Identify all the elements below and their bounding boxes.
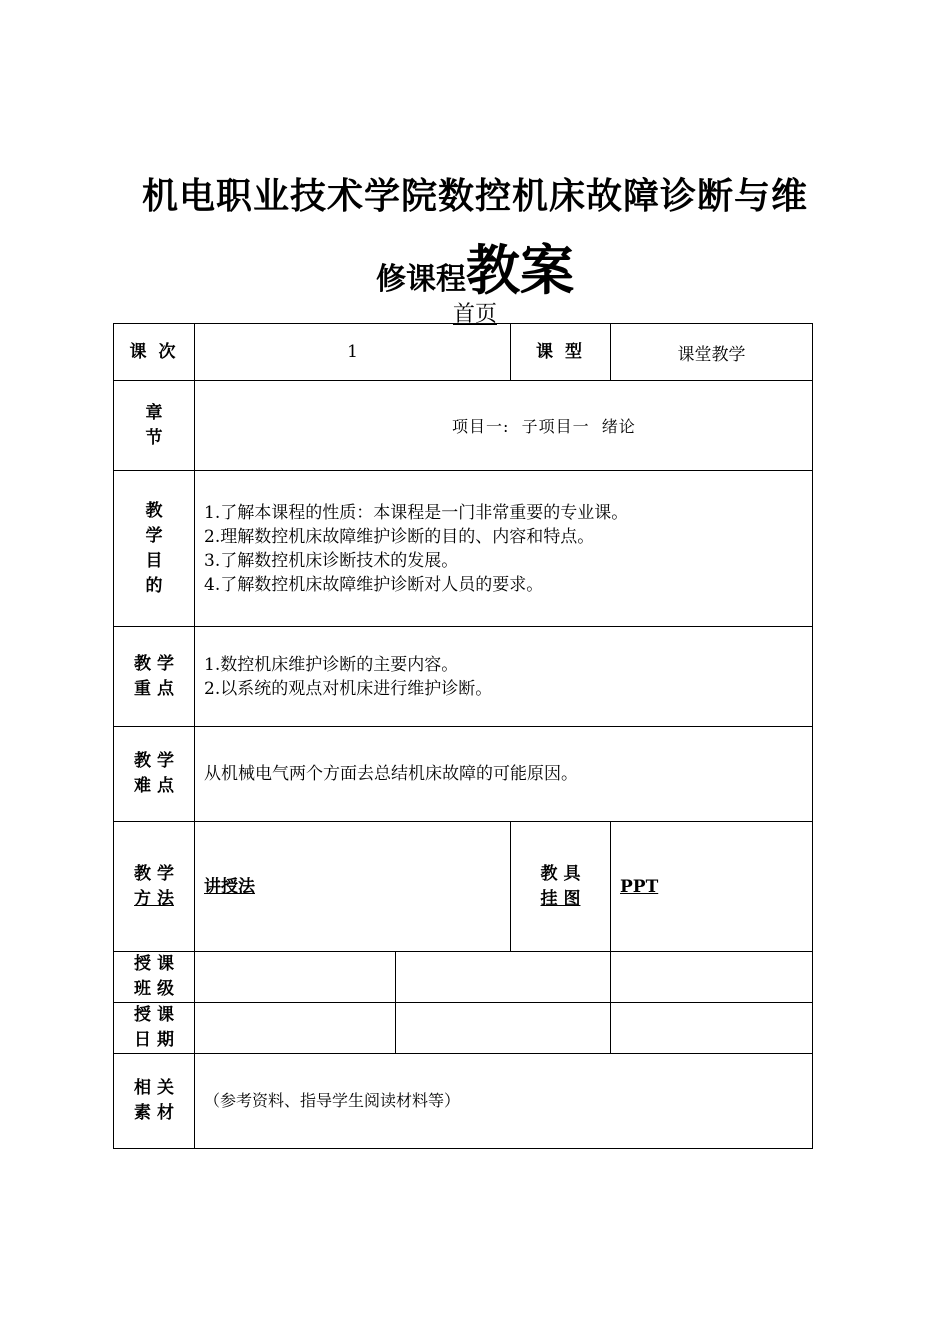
lesson-number-row (114, 324, 813, 381)
class-label: 授 课 班 级 (114, 952, 195, 1003)
objective-item: 2.理解数控机床故障维护诊断的目的、内容和特点。 (204, 526, 595, 547)
objectives-content (195, 471, 813, 627)
difficulties-content: 从机械电气两个方面去总结机床故障的可能原因。 (195, 727, 813, 822)
difficulties-label: 教 学 难 点 (114, 727, 195, 822)
lesson-plan-table (113, 323, 813, 1149)
date-cell (611, 1003, 813, 1054)
document-title-prefix: 修课程 (376, 262, 466, 297)
materials-content: （参考资料、指导学生阅读材料等） (195, 1054, 813, 1149)
lesson-type-value: 课堂教学 (611, 324, 813, 381)
materials-label: 相 关 素 材 (114, 1054, 195, 1149)
date-cell (396, 1003, 611, 1054)
date-label: 授 课 日 期 (114, 1003, 195, 1054)
class-cell (195, 952, 396, 1003)
objectives-row (114, 471, 813, 627)
key-points-row (114, 627, 813, 727)
tools-value: PPT (611, 822, 813, 952)
chapter-row (114, 381, 813, 471)
chapter-label: 章 节 (114, 381, 195, 471)
method-value: 讲授法 (195, 822, 511, 952)
method-label: 教 学 方 法 (114, 822, 195, 952)
page-subtitle: 首页 (452, 302, 497, 327)
document-title-main: 教案 (466, 238, 574, 302)
key-points-label: 教 学 重 点 (114, 627, 195, 727)
difficulties-row (114, 727, 813, 822)
lesson-number-value: 1 (195, 324, 511, 381)
key-point-item: 1.数控机床维护诊断的主要内容。 (204, 654, 459, 675)
lesson-number-label: 课 次 (114, 324, 195, 381)
class-row (114, 952, 813, 1003)
key-point-item: 2.以系统的观点对机床进行维护诊断。 (204, 678, 493, 699)
class-cell (611, 952, 813, 1003)
lesson-type-label: 课 型 (511, 324, 611, 381)
document-title-line2 (0, 228, 950, 305)
objective-item: 4.了解数控机床故障维护诊断对人员的要求。 (204, 574, 544, 595)
materials-row (114, 1054, 813, 1149)
class-cell (396, 952, 611, 1003)
objectives-label: 教 学 目 的 (114, 471, 195, 627)
chapter-value: 项目一: 子项目一 绪论 (195, 381, 813, 471)
key-points-content (195, 627, 813, 727)
method-row (114, 822, 813, 952)
date-cell (195, 1003, 396, 1054)
document-title: 机电职业技术学院数控机床故障诊断与维 (141, 175, 808, 217)
objective-item: 3.了解数控机床诊断技术的发展。 (204, 550, 459, 571)
tools-label: 教 具 挂 图 (511, 822, 611, 952)
objective-item: 1.了解本课程的性质：本课程是一门非常重要的专业课。 (204, 502, 629, 523)
date-row (114, 1003, 813, 1054)
